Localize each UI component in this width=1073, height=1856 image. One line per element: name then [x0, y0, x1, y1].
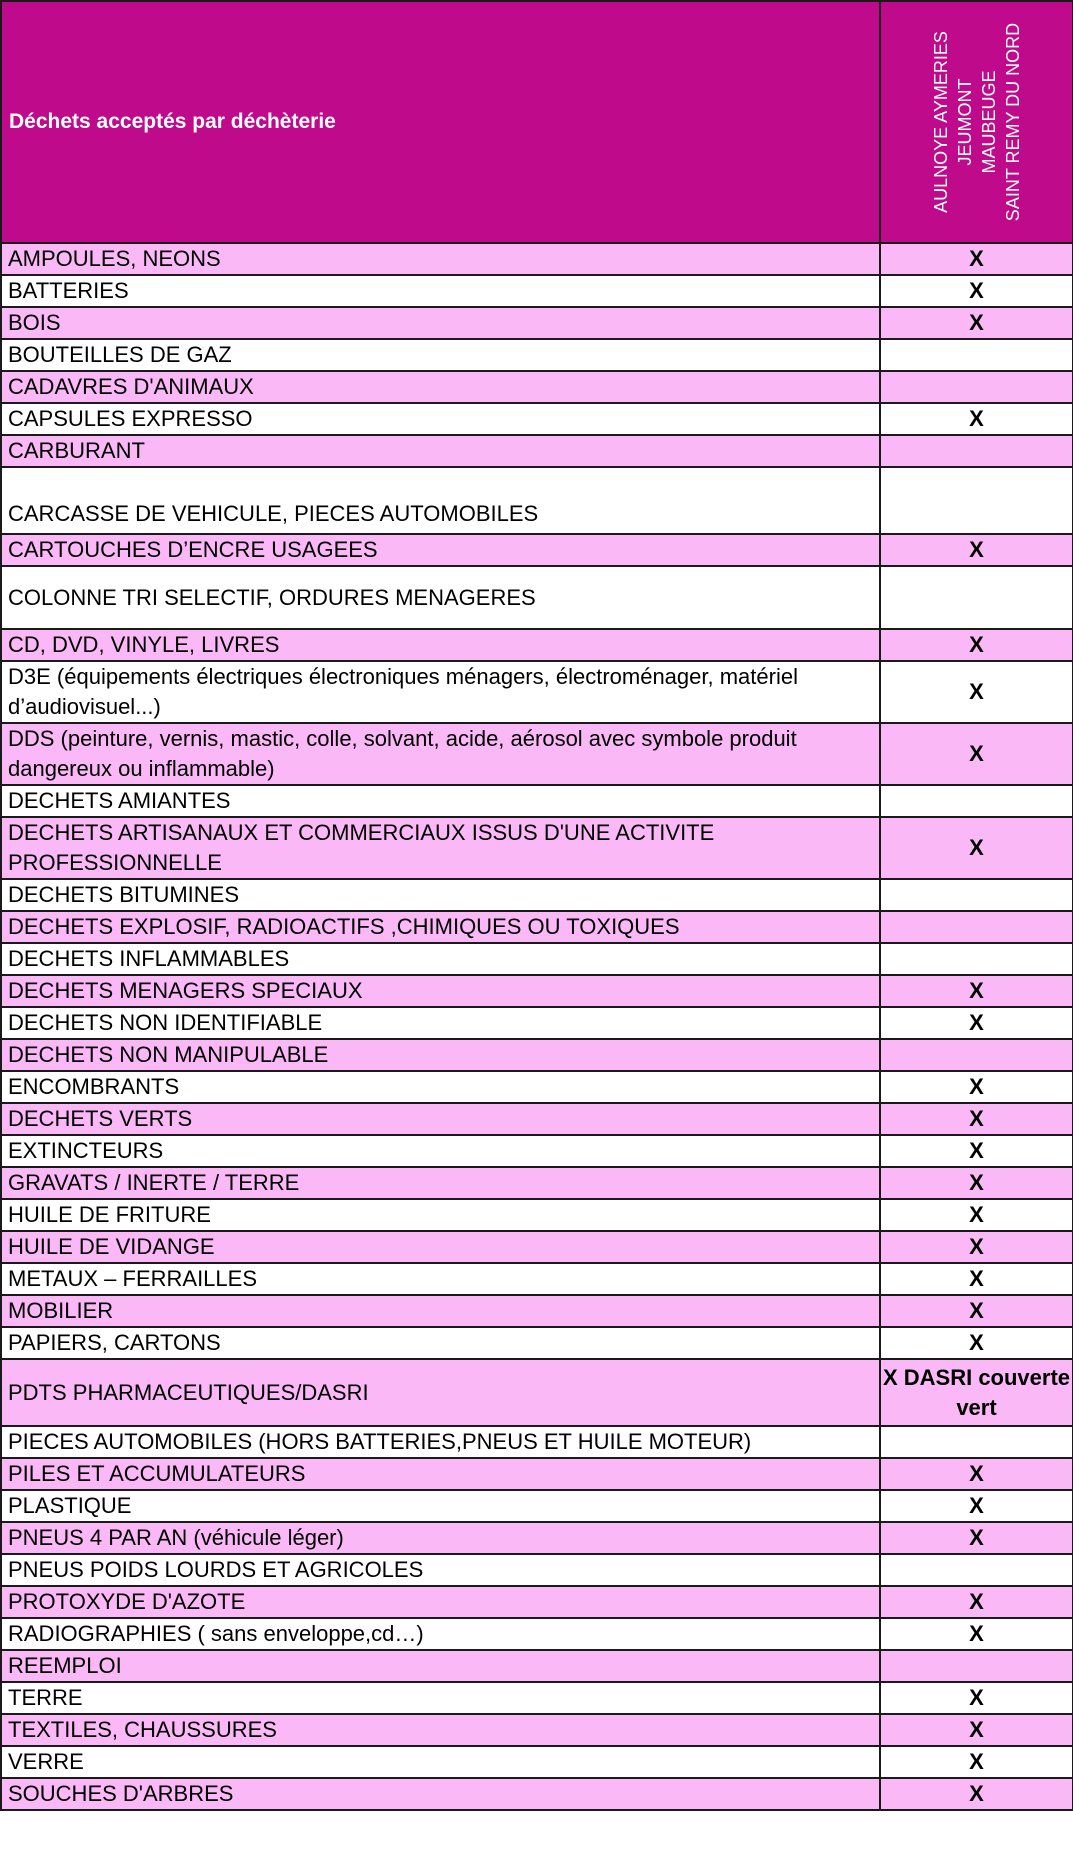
- accepted-mark: X: [880, 307, 1073, 339]
- waste-label: DECHETS EXPLOSIF, RADIOACTIFS ,CHIMIQUES OU TOXIQUES: [1, 911, 880, 943]
- accepted-mark: X: [880, 1714, 1073, 1746]
- table-row: [1, 1007, 1073, 1039]
- table-row: [1, 1682, 1073, 1714]
- accepted-mark: X: [880, 1490, 1073, 1522]
- table-row: [1, 879, 1073, 911]
- table-row: [1, 1490, 1073, 1522]
- accepted-mark: X: [880, 1007, 1073, 1039]
- town-name: SAINT REMY DU NORD: [1002, 22, 1023, 222]
- accepted-mark: X: [880, 275, 1073, 307]
- accepted-mark: [880, 566, 1073, 629]
- town-name: MAUBEUGE: [978, 70, 999, 174]
- waste-label: BATTERIES: [1, 275, 880, 307]
- table-row: [1, 723, 1073, 785]
- town-name: AULNOYE AYMERIES: [930, 31, 951, 213]
- waste-label: DDS (peinture, vernis, mastic, colle, solvant, acide, aérosol avec symbole produit dangereux ou inflammable): [1, 723, 880, 785]
- waste-label: CAPSULES EXPRESSO: [1, 403, 880, 435]
- waste-label: CADAVRES D'ANIMAUX: [1, 371, 880, 403]
- table-row: [1, 1135, 1073, 1167]
- table-row: [1, 1586, 1073, 1618]
- header-towns-cell: [880, 1, 1073, 243]
- accepted-mark: X: [880, 1682, 1073, 1714]
- accepted-mark: [880, 785, 1073, 817]
- accepted-mark: [880, 339, 1073, 371]
- accepted-mark: X: [880, 1327, 1073, 1359]
- waste-label: TERRE: [1, 1682, 880, 1714]
- table-row: [1, 371, 1073, 403]
- accepted-mark: X: [880, 1618, 1073, 1650]
- table-row: [1, 1071, 1073, 1103]
- table-row: [1, 1746, 1073, 1778]
- towns-rotated-label: [929, 23, 1025, 221]
- waste-label: DECHETS AMIANTES: [1, 785, 880, 817]
- waste-label: REEMPLOI: [1, 1650, 880, 1682]
- accepted-mark: X DASRI couverte vert: [880, 1359, 1073, 1426]
- waste-label: DECHETS INFLAMMABLES: [1, 943, 880, 975]
- accepted-mark: [880, 943, 1073, 975]
- table-row: [1, 1650, 1073, 1682]
- table-row: [1, 1618, 1073, 1650]
- waste-label: PROTOXYDE D'AZOTE: [1, 1586, 880, 1618]
- accepted-mark: X: [880, 1231, 1073, 1263]
- table-row: [1, 629, 1073, 661]
- accepted-mark: X: [880, 975, 1073, 1007]
- town-name: JEUMONT: [954, 78, 975, 166]
- table-row: [1, 1458, 1073, 1490]
- waste-label: PAPIERS, CARTONS: [1, 1327, 880, 1359]
- accepted-mark: [880, 879, 1073, 911]
- table-row: [1, 566, 1073, 629]
- table-row: [1, 243, 1073, 275]
- table-row: [1, 275, 1073, 307]
- table-row: [1, 534, 1073, 566]
- table-row: [1, 1263, 1073, 1295]
- waste-label: DECHETS NON IDENTIFIABLE: [1, 1007, 880, 1039]
- accepted-mark: X: [880, 243, 1073, 275]
- waste-label: PILES ET ACCUMULATEURS: [1, 1458, 880, 1490]
- waste-label: D3E (équipements électriques électroniques ménagers, électroménager, matériel d’audiovisuel...): [1, 661, 880, 723]
- waste-label: METAUX – FERRAILLES: [1, 1263, 880, 1295]
- accepted-mark: X: [880, 1586, 1073, 1618]
- table-row: [1, 1231, 1073, 1263]
- table-row: [1, 1039, 1073, 1071]
- waste-label: DECHETS ARTISANAUX ET COMMERCIAUX ISSUS D'UNE ACTIVITE PROFESSIONNELLE: [1, 817, 880, 879]
- waste-label: PLASTIQUE: [1, 1490, 880, 1522]
- table-row: [1, 1327, 1073, 1359]
- waste-label: DECHETS MENAGERS SPECIAUX: [1, 975, 880, 1007]
- accepted-mark: [880, 435, 1073, 467]
- waste-label: BOUTEILLES DE GAZ: [1, 339, 880, 371]
- accepted-mark: X: [880, 1778, 1073, 1810]
- table-row: [1, 435, 1073, 467]
- waste-label: RADIOGRAPHIES ( sans enveloppe,cd…): [1, 1618, 880, 1650]
- waste-label: CD, DVD, VINYLE, LIVRES: [1, 629, 880, 661]
- table-header-row: [1, 1, 1073, 243]
- waste-label: GRAVATS / INERTE / TERRE: [1, 1167, 880, 1199]
- table-row: [1, 1359, 1073, 1426]
- waste-label: PNEUS 4 PAR AN (véhicule léger): [1, 1522, 880, 1554]
- waste-label: CARBURANT: [1, 435, 880, 467]
- accepted-mark: [880, 1650, 1073, 1682]
- accepted-mark: X: [880, 1199, 1073, 1231]
- table-row: [1, 785, 1073, 817]
- accepted-mark: X: [880, 1263, 1073, 1295]
- waste-label: HUILE DE VIDANGE: [1, 1231, 880, 1263]
- waste-label: CARTOUCHES D’ENCRE USAGEES: [1, 534, 880, 566]
- table-row: [1, 1103, 1073, 1135]
- waste-label: VERRE: [1, 1746, 880, 1778]
- table-row: [1, 467, 1073, 534]
- waste-label: PNEUS POIDS LOURDS ET AGRICOLES: [1, 1554, 880, 1586]
- waste-label: EXTINCTEURS: [1, 1135, 880, 1167]
- accepted-mark: X: [880, 1071, 1073, 1103]
- waste-label: BOIS: [1, 307, 880, 339]
- waste-label: PIECES AUTOMOBILES (HORS BATTERIES,PNEUS ET HUILE MOTEUR): [1, 1426, 880, 1458]
- waste-label: MOBILIER: [1, 1295, 880, 1327]
- table-row: [1, 307, 1073, 339]
- accepted-mark: X: [880, 534, 1073, 566]
- table-row: [1, 1426, 1073, 1458]
- waste-label: DECHETS NON MANIPULABLE: [1, 1039, 880, 1071]
- accepted-mark: [880, 1039, 1073, 1071]
- table-row: [1, 1714, 1073, 1746]
- waste-label: CARCASSE DE VEHICULE, PIECES AUTOMOBILES: [1, 467, 880, 534]
- accepted-mark: [880, 1426, 1073, 1458]
- table-row: [1, 1554, 1073, 1586]
- table-row: [1, 975, 1073, 1007]
- accepted-mark: X: [880, 1458, 1073, 1490]
- accepted-mark: X: [880, 1746, 1073, 1778]
- table-row: [1, 911, 1073, 943]
- accepted-mark: X: [880, 661, 1073, 723]
- table-row: [1, 661, 1073, 723]
- waste-label: ENCOMBRANTS: [1, 1071, 880, 1103]
- accepted-mark: X: [880, 1295, 1073, 1327]
- table-row: [1, 339, 1073, 371]
- waste-label: SOUCHES D'ARBRES: [1, 1778, 880, 1810]
- table-row: [1, 403, 1073, 435]
- accepted-mark: X: [880, 817, 1073, 879]
- accepted-mark: X: [880, 1522, 1073, 1554]
- table-row: [1, 1199, 1073, 1231]
- accepted-mark: X: [880, 1103, 1073, 1135]
- waste-label: TEXTILES, CHAUSSURES: [1, 1714, 880, 1746]
- waste-label: PDTS PHARMACEUTIQUES/DASRI: [1, 1359, 880, 1426]
- waste-label: AMPOULES, NEONS: [1, 243, 880, 275]
- accepted-mark: X: [880, 1167, 1073, 1199]
- header-title: Déchets acceptés par déchèterie: [1, 1, 880, 243]
- table-row: [1, 1522, 1073, 1554]
- table-row: [1, 817, 1073, 879]
- accepted-mark: X: [880, 403, 1073, 435]
- accepted-mark: [880, 1554, 1073, 1586]
- table-row: [1, 1167, 1073, 1199]
- waste-label: DECHETS VERTS: [1, 1103, 880, 1135]
- accepted-mark: X: [880, 723, 1073, 785]
- accepted-mark: X: [880, 629, 1073, 661]
- waste-label: HUILE DE FRITURE: [1, 1199, 880, 1231]
- accepted-mark: [880, 371, 1073, 403]
- waste-label: COLONNE TRI SELECTIF, ORDURES MENAGERES: [1, 566, 880, 629]
- table-row: [1, 943, 1073, 975]
- accepted-mark: X: [880, 1135, 1073, 1167]
- waste-label: DECHETS BITUMINES: [1, 879, 880, 911]
- table-row: [1, 1778, 1073, 1810]
- accepted-mark: [880, 467, 1073, 534]
- table-row: [1, 1295, 1073, 1327]
- accepted-mark: [880, 911, 1073, 943]
